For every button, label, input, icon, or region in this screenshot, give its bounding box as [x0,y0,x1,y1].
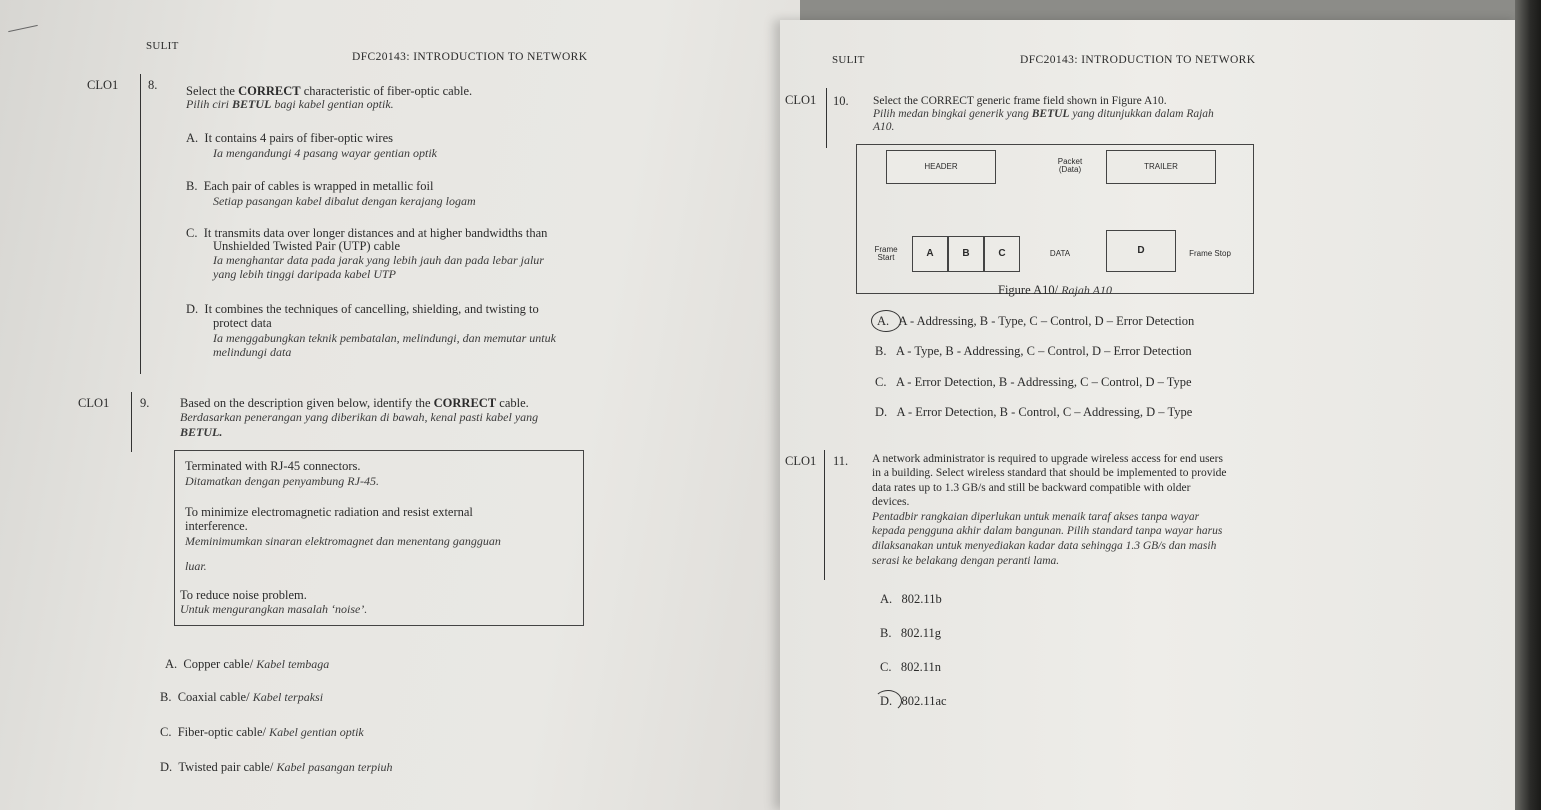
q9-box-item-2: To minimize electromagnetic radiation and resist external [185,505,473,519]
q11-question-en-line3: data rates up to 1.3 GB/s and still be backward compatible with older [872,482,1191,494]
q8-option-a-ms: Ia mengandungi 4 pasang wayar gentian optik [213,146,437,160]
q9-box-item-2-line2: interference. [185,519,248,533]
q8-option-c-ms-line2: yang lebih tinggi daripada kabel UTP [213,267,396,281]
q11-question-ms-line3: dilaksanakan untuk menyediakan kadar data sehingga 1.3 GB/s dan masih [872,540,1217,552]
frame-field-c: C [984,236,1020,272]
q10-option-d: D. A - Error Detection, B - Control, C – Addressing, D – Type [875,405,1193,419]
q8-option-d-line2: protect data [213,316,272,330]
q9-question-ms-bold: BETUL. [180,425,223,439]
right-page [780,20,1520,810]
q11-question-en-line2: in a building. Select wireless standard that should be implemented to provide [872,467,1227,479]
q8-option-b: B. Each pair of cables is wrapped in metallic foil [186,179,434,193]
q10-option-a: A. A - Addressing, B - Type, C – Control, D – Error Detection [877,314,1195,328]
q9-option-d: D. Twisted pair cable/ Kabel pasangan terpiuh [160,760,393,774]
q8-question-en: Select the CORRECT characteristic of fiber-optic cable. [186,84,473,98]
q9-divider [131,392,132,452]
q11-question-en-line1: A network administrator is required to upgrade wireless access for end users [872,453,1223,465]
q9-number: 9. [140,396,150,410]
q10-question-en: Select the CORRECT generic frame field shown in Figure A10. [873,95,1167,107]
q10-option-c: C. A - Error Detection, B - Addressing, C – Control, D – Type [875,375,1192,389]
figure-a10-caption: Figure A10/ Rajah A10 [998,283,1112,297]
q8-option-d-ms: Ia menggabungkan teknik pembatalan, melindungi, dan memutar untuk [213,331,556,345]
q9-box-item-3-ms: Untuk mengurangkan masalah ‘noise’. [180,602,368,616]
q11-clo: CLO1 [785,454,817,468]
q11-divider [824,450,825,580]
q9-box-item-3: To reduce noise problem. [180,588,307,602]
q9-option-b: B. Coaxial cable/ Kabel terpaksi [160,690,324,704]
frame-start-label: Frame Start [874,245,898,262]
q11-question-en-line4: devices. [872,496,910,508]
q10-option-b: B. A - Type, B - Addressing, C – Control, D – Error Detection [875,344,1192,358]
frame-trailer-cell: TRAILER [1106,150,1216,184]
q11-option-c: C. 802.11n [880,660,942,674]
q9-question-ms: Berdasarkan penerangan yang diberikan di bawah, kenal pasti kabel yang [180,410,539,424]
q10-number: 10. [833,94,849,108]
q8-divider [140,74,141,374]
q10-clo: CLO1 [785,93,817,107]
q9-box-item-1: Terminated with RJ-45 connectors. [185,459,361,473]
frame-packet-label: Packet (Data) [1057,157,1083,174]
q8-option-c-ms: Ia menghantar data pada jarak yang lebih jauh dan pada lebar jalur [213,253,544,267]
q10-divider [826,88,827,148]
frame-field-d: D [1106,230,1176,272]
frame-data-label: DATA [1049,249,1071,258]
q11-option-d: D. 802.11ac [880,694,947,708]
header-sulit: SULIT [146,40,179,52]
q11-option-b: B. 802.11g [880,626,942,640]
frame-header-cell: HEADER [886,150,996,184]
q8-clo: CLO1 [87,78,119,92]
q9-box-item-2-ms: Meminimumkan sinaran elektromagnet dan menentang gangguan [185,534,501,548]
q8-option-d: D. It combines the techniques of cancelling, shielding, and twisting to [186,302,539,316]
q8-question-ms: Pilih ciri BETUL bagi kabel gentian optik. [186,97,394,111]
q11-question-ms-line4: serasi ke belakang dengan peranti lama. [872,555,1060,567]
header-course-title: DFC20143: INTRODUCTION TO NETWORK [1020,54,1256,66]
q9-clo: CLO1 [78,396,110,410]
header-course-title: DFC20143: INTRODUCTION TO NETWORK [352,51,588,63]
q8-option-c: C. It transmits data over longer distances and at higher bandwidths than [186,226,548,240]
q8-option-b-ms: Setiap pasangan kabel dibalut dengan kerajang logam [213,194,476,208]
q11-question-ms-line2: kepada pengguna akhir dalam bangunan. Pilih standard tanpa wayar harus [872,525,1223,537]
q8-option-c-line2: Unshielded Twisted Pair (UTP) cable [213,239,401,253]
q8-option-d-ms-line2: melindungi data [213,345,292,359]
frame-field-b: B [948,236,984,272]
q9-option-c: C. Fiber-optic cable/ Kabel gentian optik [160,725,364,739]
q8-option-a: A. It contains 4 pairs of fiber-optic wires [186,131,393,145]
q9-box-item-1-ms: Ditamatkan dengan penyambung RJ-45. [185,474,379,488]
q9-option-a: A. Copper cable/ Kabel tembaga [165,657,330,671]
q11-number: 11. [833,454,849,468]
q10-question-ms: Pilih medan bingkai generik yang BETUL yang ditunjukkan dalam Rajah [873,108,1214,120]
frame-field-a: A [912,236,948,272]
q9-question-en: Based on the description given below, identify the CORRECT cable. [180,396,529,410]
table-edge [1515,0,1541,810]
q10-question-ms-line2: A10. [873,121,895,133]
q11-option-a: A. 802.11b [880,592,942,606]
frame-stop-label: Frame Stop [1189,249,1231,258]
q9-box-item-2-ms-line2: luar. [185,559,207,573]
q11-question-ms-line1: Pentadbir rangkaian diperlukan untuk menaik taraf akses tanpa wayar [872,511,1200,523]
header-sulit: SULIT [832,54,865,66]
q8-number: 8. [148,78,158,92]
pen-mark [8,25,38,32]
